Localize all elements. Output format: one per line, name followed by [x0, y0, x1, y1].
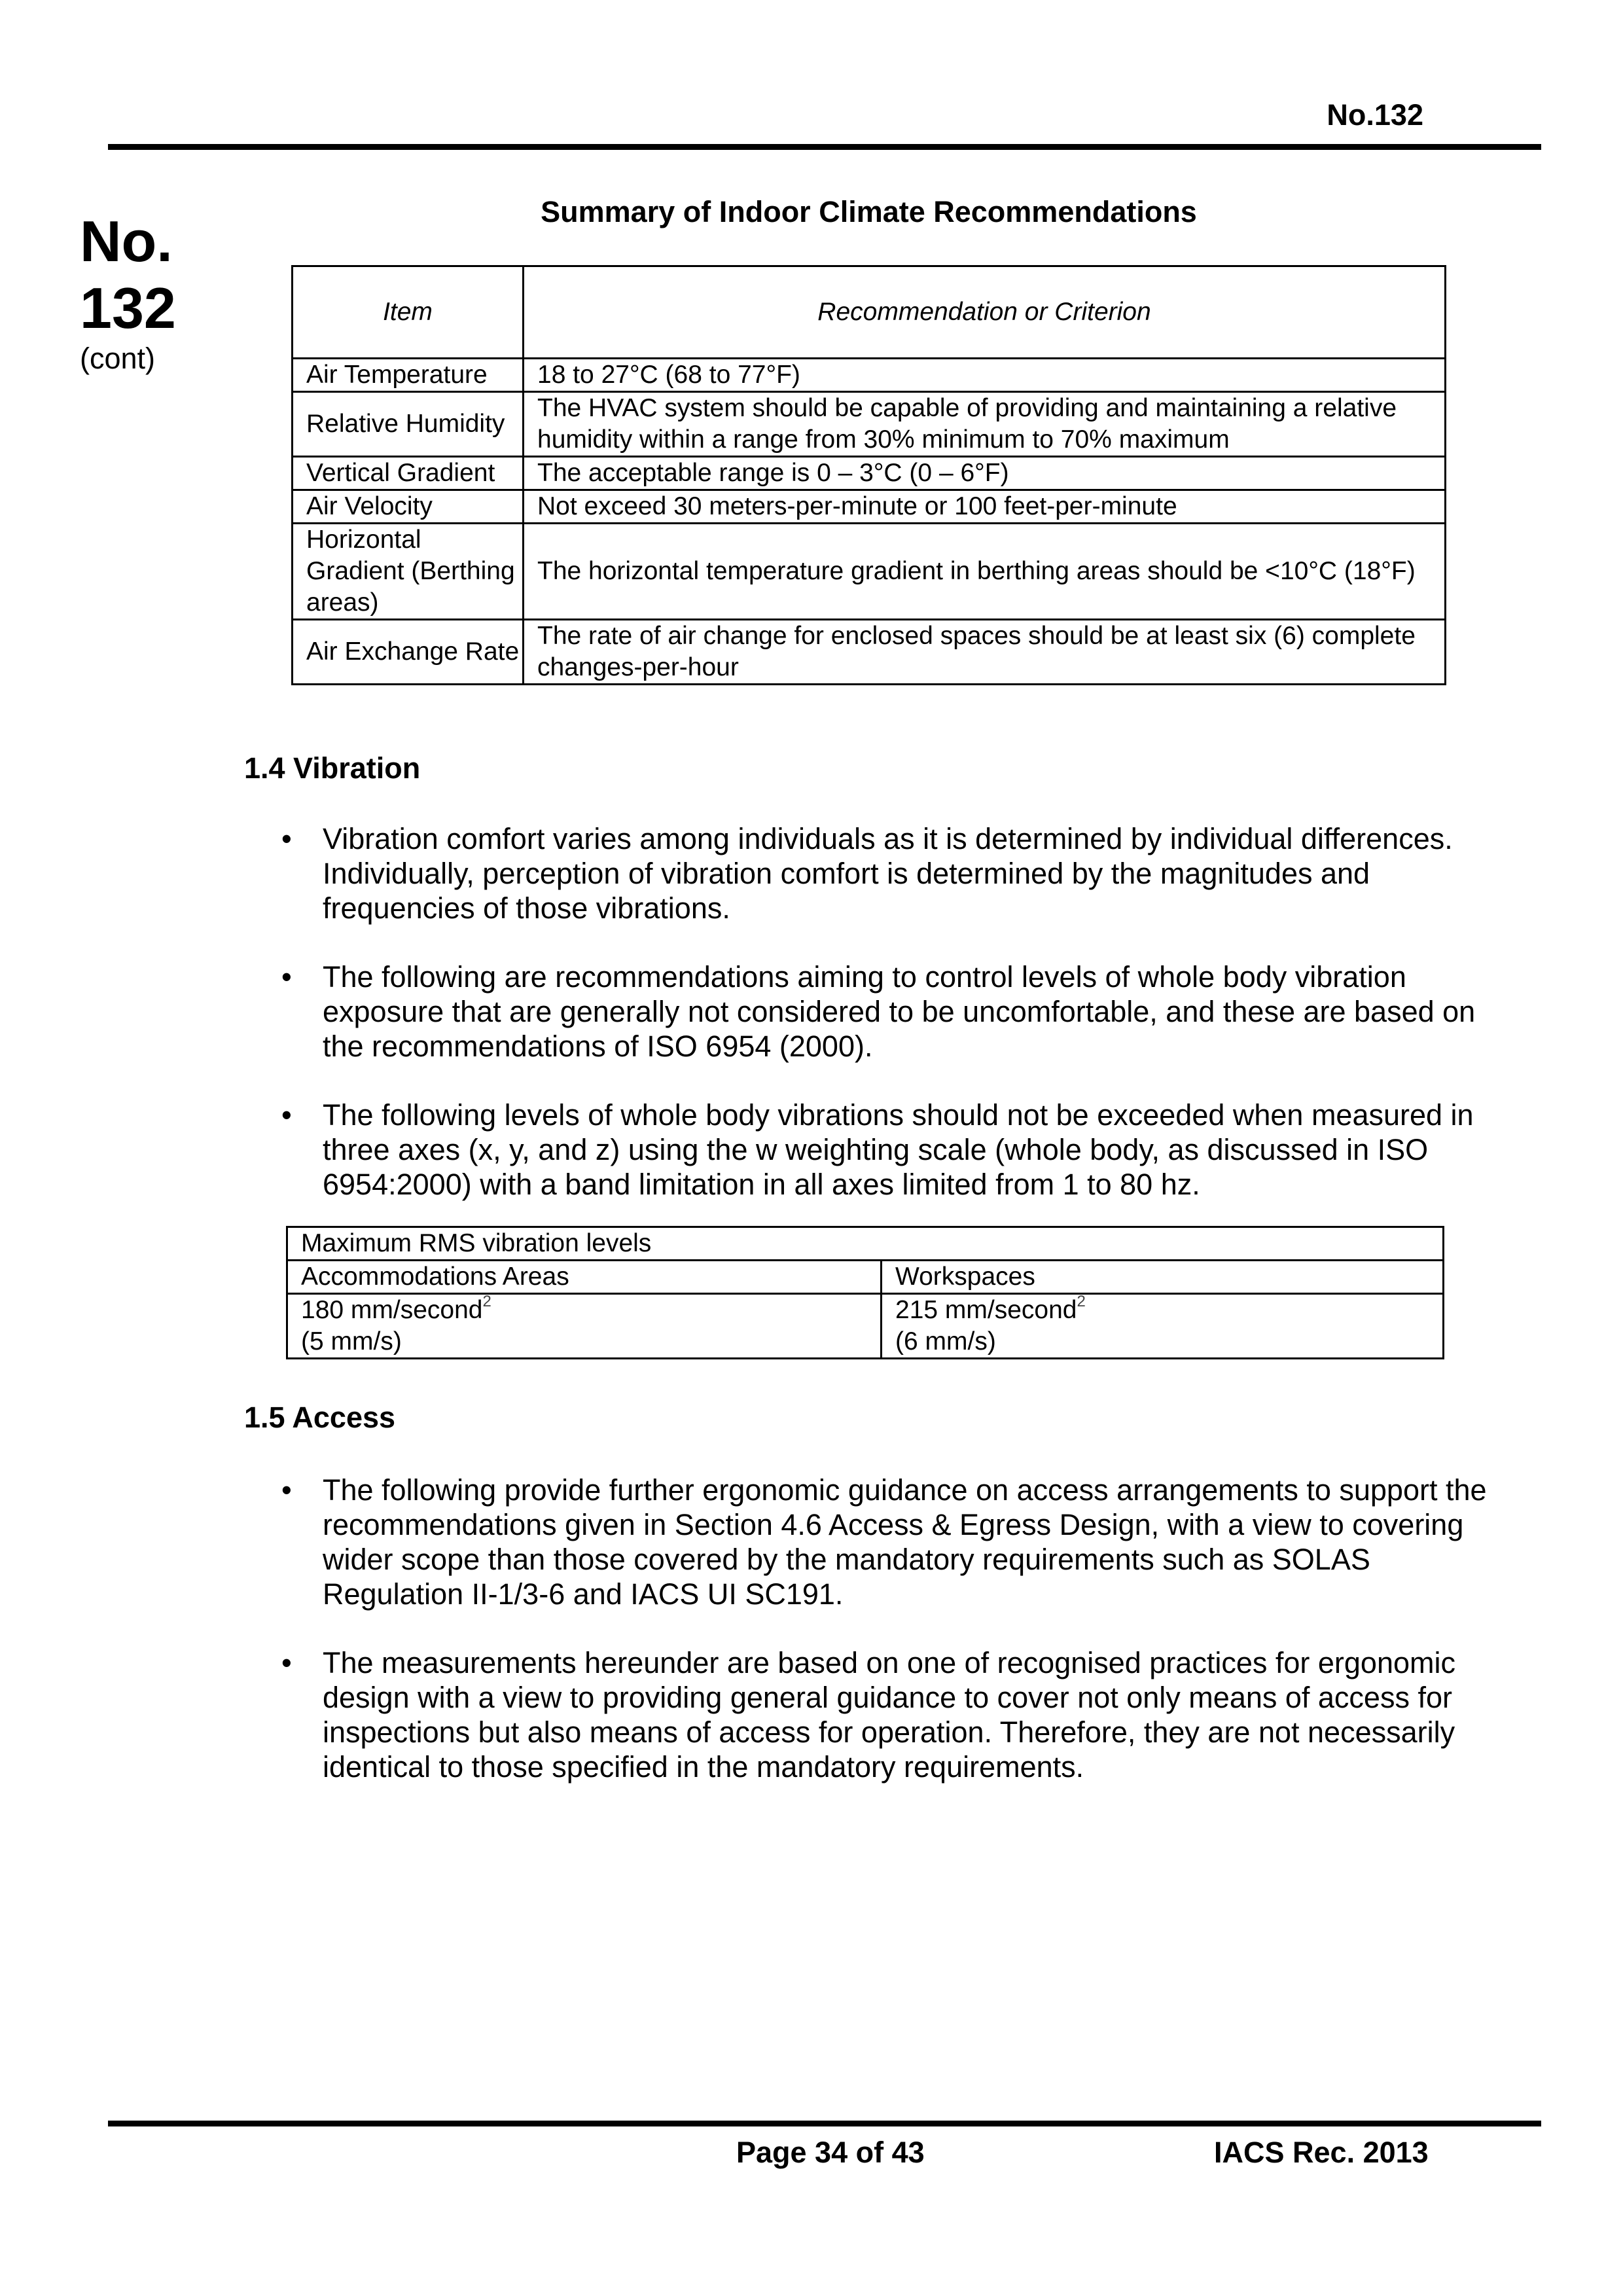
cell-item: Air Temperature — [293, 359, 524, 392]
table-row — [293, 392, 1446, 457]
table-row — [287, 1227, 1444, 1261]
column-workspaces: Workspaces — [882, 1261, 1444, 1294]
section-heading-access: 1.5 Access — [244, 1401, 396, 1434]
table-row — [287, 1294, 1444, 1359]
section-heading-vibration: 1.4 Vibration — [244, 751, 421, 785]
workspaces-value: 215 mm/second — [895, 1296, 1077, 1324]
bullet-icon: • — [281, 1473, 292, 1507]
vibration-bullet-list — [281, 821, 1499, 1236]
cell-item: Relative Humidity — [293, 392, 524, 457]
cell-criterion: The acceptable range is 0 – 3°C (0 – 6°F) — [524, 457, 1446, 490]
table-row — [293, 359, 1446, 392]
list-item — [281, 1645, 1499, 1784]
table-row — [293, 524, 1446, 620]
side-label-number: 132 — [80, 276, 176, 340]
workspaces-value-mm: (6 mm/s) — [895, 1327, 996, 1355]
cell-item: Horizontal Gradient (Berthing areas) — [293, 524, 524, 620]
bullet-icon: • — [281, 1098, 292, 1132]
bullet-icon: • — [281, 960, 292, 994]
bullet-icon: • — [281, 1646, 292, 1679]
header-item: Item — [293, 266, 524, 359]
bullet-text: The measurements hereunder are based on one of recognised practices for ergonomic design with a view to providing general guidance to cover not only means of access for inspections but also means of access for operation. Therefore, they are not necessarily identical to those specified in the mandatory requirements. — [323, 1646, 1455, 1784]
footer-document-reference: IACS Rec. 2013 — [1214, 2136, 1429, 2169]
table-header-row — [293, 266, 1446, 359]
bullet-text: The following levels of whole body vibrations should not be exceeded when measured in three axes (x, y, and z) using the w weighting scale (whole body, as discussed in ISO 6954:2000) with a band limitation in all axes limited from 1 to 80 hz. — [323, 1098, 1474, 1201]
superscript: 2 — [1077, 1293, 1086, 1310]
list-item — [281, 1098, 1499, 1202]
cell-workspaces-value — [882, 1294, 1444, 1359]
cell-item: Air Exchange Rate — [293, 620, 524, 685]
superscript: 2 — [482, 1293, 491, 1310]
bullet-text: The following provide further ergonomic guidance on access arrangements to support the recommendations given in Section 4.6 Access & Egress Design, with a view to covering wider scope than those covered by the mandatory requirements such as SOLAS Regulation II-1/3-6 and IACS UI SC191. — [323, 1473, 1487, 1611]
bullet-text: The following are recommendations aiming to control levels of whole body vibration exposure that are generally not considered to be uncomfortable, and these are based on the recommendations of ISO 6954 (2000). — [323, 960, 1476, 1063]
access-bullet-list — [281, 1473, 1499, 1818]
cell-criterion: The horizontal temperature gradient in berthing areas should be <10°C (18°F) — [524, 524, 1446, 620]
table-row — [293, 457, 1446, 490]
side-label-cont: (cont) — [80, 342, 156, 375]
cell-criterion: 18 to 27°C (68 to 77°F) — [524, 359, 1446, 392]
accommodations-value-mm: (5 mm/s) — [301, 1327, 402, 1355]
footer-rule — [108, 2121, 1541, 2126]
column-accommodations: Accommodations Areas — [287, 1261, 882, 1294]
cell-criterion: The HVAC system should be capable of providing and maintaining a relative humidity within a range from 30% minimum to 70% maximum — [524, 392, 1446, 457]
side-label-no: No. — [80, 209, 173, 274]
climate-table — [291, 265, 1446, 685]
header-criterion: Recommendation or Criterion — [524, 266, 1446, 359]
vibration-table-title: Maximum RMS vibration levels — [287, 1227, 1444, 1261]
list-item — [281, 821, 1499, 925]
list-item — [281, 1473, 1499, 1611]
table-row — [287, 1261, 1444, 1294]
cell-criterion: Not exceed 30 meters-per-minute or 100 feet-per-minute — [524, 490, 1446, 524]
table-row — [293, 490, 1446, 524]
cell-criterion: The rate of air change for enclosed spaces should be at least six (6) complete changes-per-hour — [524, 620, 1446, 685]
footer-page-number: Page 34 of 43 — [736, 2136, 925, 2169]
bullet-text: Vibration comfort varies among individuals as it is determined by individual differences. Individually, perception of vibration comfort is determined by the magnitudes and frequencies of those vibrations. — [323, 822, 1453, 925]
side-label — [80, 208, 176, 376]
cell-item: Air Velocity — [293, 490, 524, 524]
climate-table-title: Summary of Indoor Climate Recommendations — [541, 195, 1197, 228]
cell-accommodations-value — [287, 1294, 882, 1359]
list-item — [281, 960, 1499, 1064]
vibration-table — [286, 1226, 1444, 1359]
table-row — [293, 620, 1446, 685]
bullet-icon: • — [281, 822, 292, 855]
header-document-number: No.132 — [1327, 98, 1423, 132]
accommodations-value: 180 mm/second — [301, 1296, 483, 1324]
header-rule — [108, 144, 1541, 150]
cell-item: Vertical Gradient — [293, 457, 524, 490]
